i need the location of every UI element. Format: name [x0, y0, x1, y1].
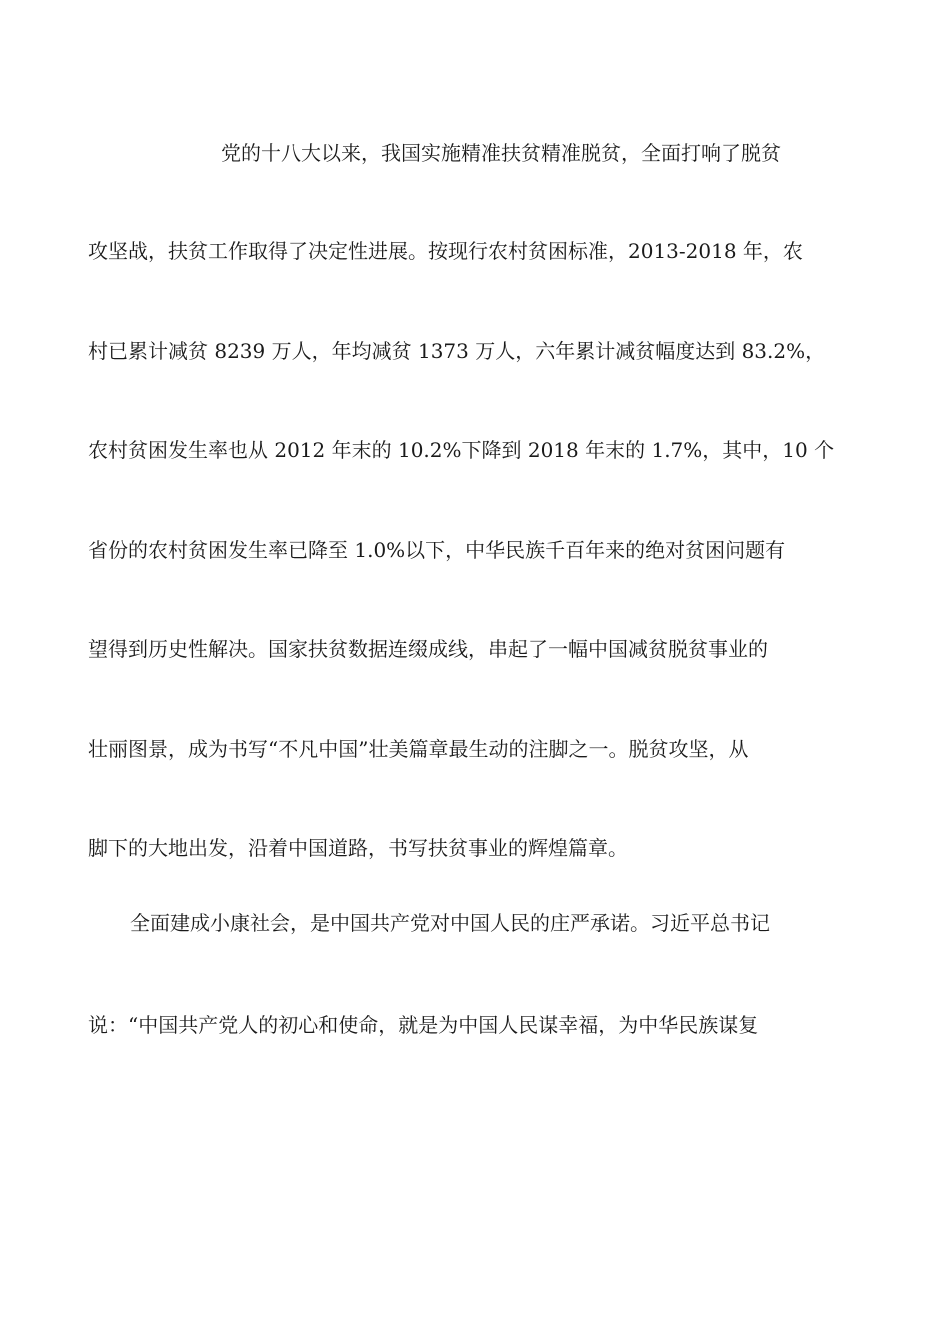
paragraph-1-line-1: 党的十八大以来，我国实施精准扶贫精准脱贫，全面打响了脱贫 — [221, 141, 781, 165]
paragraph-1-line-4: 农村贫困发生率也从 2012 年末的 10.2%下降到 2018 年末的 1.7%，其中，10 个 — [88, 438, 835, 462]
paragraph-1-line-3: 村已累计减贫 8239 万人，年均减贫 1373 万人，六年累计减贫幅度达到 83.2%， — [88, 339, 826, 363]
paragraph-2-line-1: 全面建成小康社会，是中国共产党对中国人民的庄严承诺。习近平总书记 — [130, 911, 770, 935]
paragraph-1-line-5: 省份的农村贫困发生率已降至 1.0%以下，中华民族千百年来的绝对贫困问题有 — [88, 538, 786, 562]
paragraph-2-line-2: 说：“中国共产党人的初心和使命，就是为中国人民谋幸福，为中华民族谋复 — [88, 1013, 759, 1037]
paragraph-1-line-6: 望得到历史性解决。国家扶贫数据连缀成线，串起了一幅中国减贫脱贫事业的 — [88, 637, 768, 661]
paragraph-1-line-7: 壮丽图景，成为书写“不凡中国”壮美篇章最生动的注脚之一。脱贫攻坚，从 — [88, 737, 749, 761]
paragraph-1-line-2: 攻坚战，扶贫工作取得了决定性进展。按现行农村贫困标准，2013-2018 年，农 — [88, 239, 803, 263]
paragraph-1-line-8: 脚下的大地出发，沿着中国道路，书写扶贫事业的辉煌篇章。 — [88, 836, 628, 860]
